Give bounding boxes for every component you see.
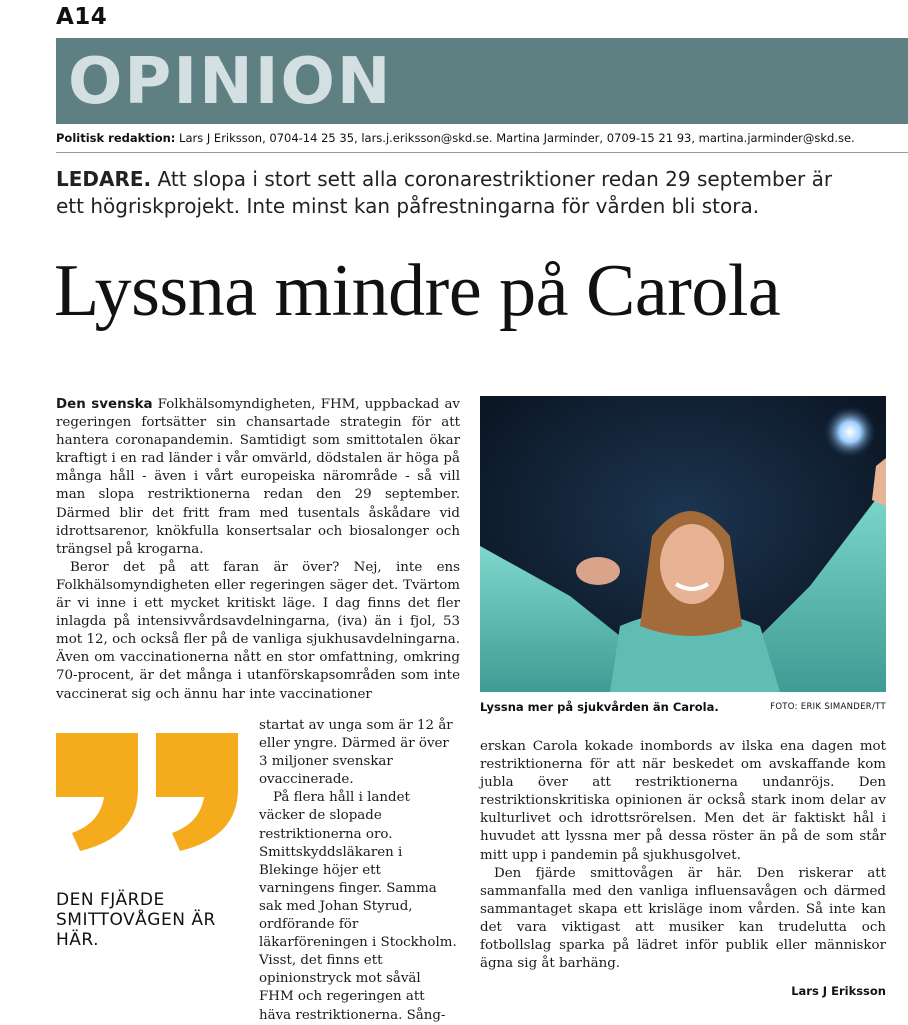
byline: Lars J Eriksson bbox=[791, 984, 886, 998]
photo-credit: FOTO: ERIK SIMANDER/TT bbox=[770, 702, 886, 712]
lede-text: Att slopa i stort sett alla coronarestriktioner redan 29 september är ett högriskprojekt. Inte minst kan påfrestningarna för vården bli stora. bbox=[56, 167, 833, 218]
lede bbox=[56, 166, 846, 220]
section-banner bbox=[56, 38, 908, 124]
pullquote: DEN FJÄRDE SMITTOVÅGEN ÄR HÄR. bbox=[56, 890, 216, 950]
photo-caption: Lyssna mer på sjukvården än Carola. bbox=[480, 700, 719, 714]
closing-quote-icon bbox=[56, 733, 246, 853]
photo-caption-row bbox=[480, 700, 886, 714]
contact-text: Lars J Eriksson, 0704-14 25 35, lars.j.eriksson@skd.se. Martina Jarminder, 0709-15 21 93, martina.jarminder@skd.se. bbox=[179, 131, 855, 145]
paragraph-2: Beror det på att faran är över? Nej, inte ens Folkhälsomyndigheten eller regeringen säger det. Tvärtom är vi inne i ett mycket kritiskt läge. I dag finns det fler inlagda på intensivvårdsavdelningarna, (iva) än i fjol, 53 mot 12, och också fler på de vanliga sjukhusavdelningarna. Även om vaccinationerna nått en stor omfattning, omkring 70-procent, är det många i utanförskapsområden som inte vaccinerat sig och ännu har inte vaccinationer bbox=[56, 559, 460, 702]
section-title: OPINION bbox=[68, 45, 393, 119]
editorial-contact bbox=[56, 131, 855, 145]
paragraph-2-continued: startat av unga som är 12 år eller yngre. Därmed är över 3 miljoner svenskar ovaccinerade. bbox=[259, 718, 453, 788]
article-column-2 bbox=[259, 717, 459, 1025]
article-column-3 bbox=[480, 738, 886, 973]
paragraph-1 bbox=[56, 396, 460, 559]
article-column-1 bbox=[56, 396, 460, 704]
article-photo bbox=[480, 396, 886, 692]
contact-label: Politisk redaktion: bbox=[56, 131, 176, 145]
divider bbox=[56, 152, 908, 153]
paragraph-3-continued: erskan Carola kokade inombords av ilska ena dagen mot restriktionerna för att när beskedet om avskaffande kom jubla över att restriktionerna undanröjs. Den restriktionskritiska opinionen är också stark inom delar av kulturlivet och idrottsrörelsen. Men det är faktiskt hål i huvudet att lyssna mer på dessa röster än på de som står mitt upp i pandemin på sjukhusgolvet. bbox=[480, 739, 886, 863]
paragraph-4: Den fjärde smittovågen är här. Den riskerar att sammanfalla med den vanliga influensavågen och därmed sammantaget skapa ett krisläge inom vården. Så inte kan det vara viktigast att musiker kan trudelutta och fotbollslag sparka på lädret inför publik eller människor ägna sig åt barhäng. bbox=[480, 865, 886, 972]
paragraph-3: På flera håll i landet väcker de slopade restriktionerna oro. Smittskyddsläkaren i Blekinge höjer ett varningens finger. Samma sak med Johan Styrud, ordförande för läkarföreningen i Stockholm. Visst, det finns ett opinionstryck mot såväl FHM och regeringen att häva restriktionerna. Sång- bbox=[259, 790, 457, 1023]
lede-kicker: LEDARE. bbox=[56, 167, 152, 191]
paragraph-1-text: Folkhälsomyndigheten, FHM, uppbackad av regeringen fortsätter sin chansartade strategin för att hantera coronapandemin. Samtidigt som smittotalen ökar kraftigt i en rad länder i vår omvärld, dödstalen är höga på många håll - även i vårt europeiska närområde - så vill man slopa restriktionerna redan den 29 september. Därmed blir det fritt fram med tusentals åskådare vid idrottsarenor, knökfulla konsertsalar och biosalonger och trängsel på krogarna. bbox=[56, 397, 460, 557]
headline: Lyssna mindre på Carola bbox=[54, 250, 781, 332]
page-number: A14 bbox=[56, 4, 108, 30]
lead-word: Den svenska bbox=[56, 397, 153, 412]
